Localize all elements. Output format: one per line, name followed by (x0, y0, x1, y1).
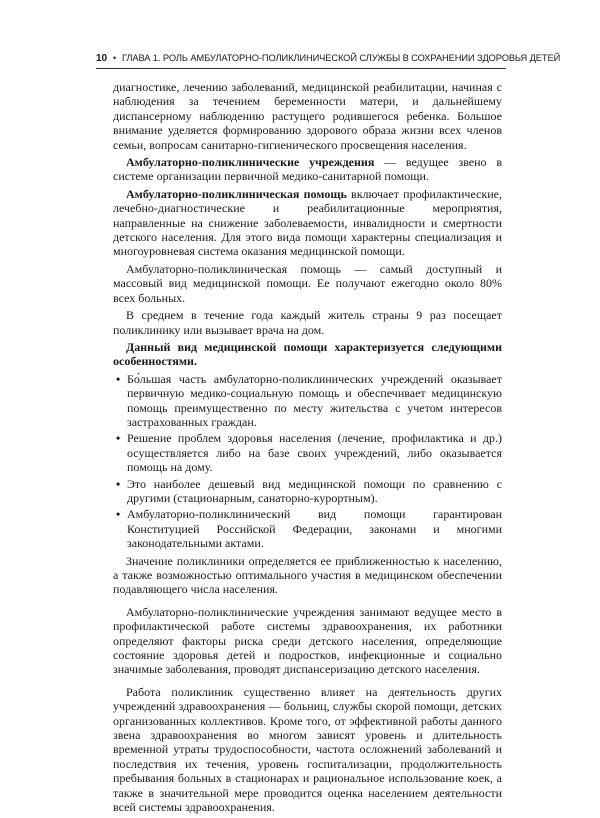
paragraph-text: включает профилактические, лечебно-диагностические и реабилитационные мероприятия, направленные на снижение заболеваемости, инвалидности и смертности детского населения. Для этого вида помощи характерны специализация и многоуровневая система оказания медицинской помощи. (113, 186, 502, 259)
paragraph (113, 187, 502, 259)
chapter-title: ГЛАВА 1. РОЛЬ АМБУЛАТОРНО-ПОЛИКЛИНИЧЕСКОЙ СЛУЖБЫ В СОХРАНЕНИИ ЗДОРОВЬЯ ДЕТЕЙ (122, 53, 561, 63)
features-heading: Данный вид медицинской помощи характеризуется следующими особенностями. (113, 339, 502, 369)
term-bold: Амбулаторно-поликлинические учреждения (126, 155, 375, 170)
list-item: • Это наиболее дешевый вид медицинской помощи по сравнению с другими (стационарным, санаторно-курортным). (113, 477, 502, 506)
list-item: • Амбулаторно-поликлинический вид помощи гарантирован Конституцией Российской Федерации, законами и многими законодательными актами. (113, 507, 502, 550)
paragraph-text: — ведущее звено в системе организации первичной медико-санитарной помощи. (113, 155, 503, 184)
paragraph: Работа поликлиник существенно влияет на деятельность других учреждений здравоохранения — больниц, службы скорой помощи, детских организованных коллективов. Кроме того, от эффективной работы данного звена здравоохранения во многом зависят уровень и длительность временной утраты трудоспособности, частота осложнений заболеваний и последствия их течения, уровень госпитализации, продолжительность пребывания больных в стационарах и рациональное использование коек, а также в значительной мере проводится оценка населением деятельности всей системы здравоохранения. (113, 684, 502, 815)
features-list (113, 372, 502, 551)
running-header (96, 53, 561, 64)
paragraph: Амбулаторно-поликлиническая помощь — самый доступный и массовый вид медицинской помощи. Ее получают ежегодно около 80% всех больных. (113, 261, 502, 305)
paragraph: Амбулаторно-поликлинические учреждения занимают ведущее место в профилактической работе системы здравоохранения, их работники определяют факторы риска среди детского населения, определяющие состояние здоровья детей и подростков, инфекционные и социально значимые заболевания, проводят диспансеризацию детского населения. (113, 604, 502, 677)
paragraph: диагностике, лечению заболеваний, медицинской реабилитации, начиная с наблюдения за течением беременности матери, и дальнейшему диспансерному наблюдению растущего родившегося ребенка. Большое внимание уделяется формированию здорового образа жизни всех членов семьи, вопросам санитарно-гигиенического просвещения населения. (113, 80, 502, 152)
paragraph (113, 340, 502, 369)
header-rule (96, 68, 506, 69)
page-number: 10 (96, 53, 107, 64)
paragraph (113, 155, 502, 184)
list-item: • Решение проблем здоровья населения (лечение, профилактика и др.) осуществляется либо на базе своих учреждений, либо оказывается помощь на дому. (113, 431, 502, 474)
paragraph: В среднем в течение года каждый житель страны 9 раз посещает поликлинику или вызывает врача на дом. (113, 308, 502, 337)
list-item: • Бо́льшая часть амбулаторно-поликлинических учреждений оказывает первичную медико-социальную помощь и обеспечивает медицинскую помощь преимущественно по месту жительства с учетом интересов застрахованных граждан. (113, 372, 502, 430)
body-text (113, 80, 502, 818)
header-separator: • (112, 53, 116, 63)
paragraph: Значение поликлиники определяется ее приближенностью к населению, а также возможностью оптимального участия в медицинском обеспечении подавляющего числа населения. (113, 553, 502, 597)
term-bold: Амбулаторно-поликлиническая помощь (126, 186, 347, 201)
